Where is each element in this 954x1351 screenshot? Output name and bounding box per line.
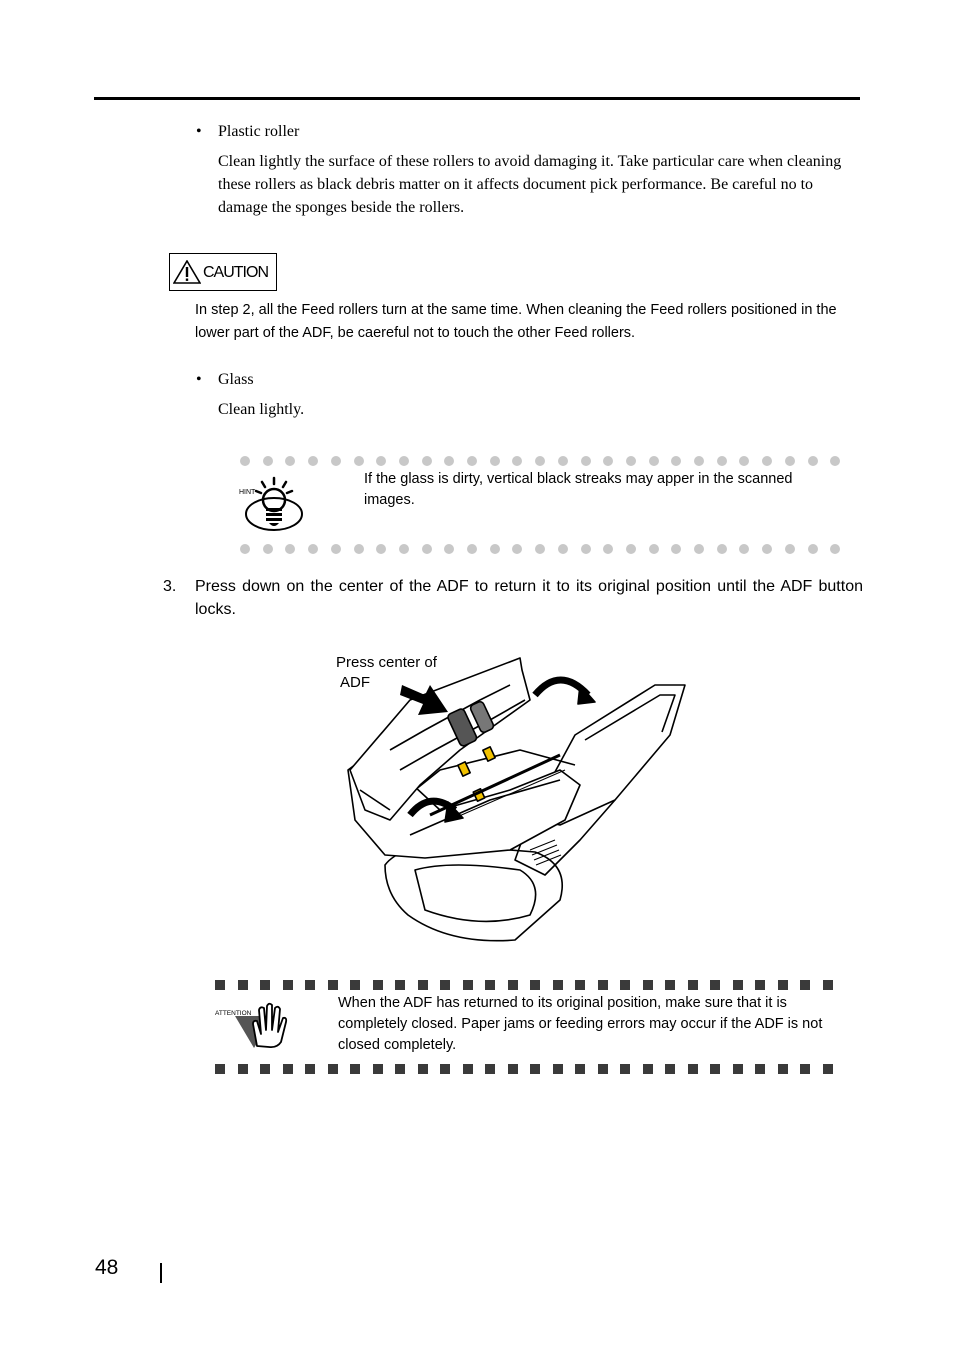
divider-mark	[717, 544, 727, 554]
divider-mark	[399, 544, 409, 554]
divider-mark	[308, 544, 318, 554]
divider-mark	[490, 456, 500, 466]
divider-mark	[508, 1064, 518, 1074]
divider-mark	[238, 1064, 248, 1074]
divider-mark	[603, 456, 613, 466]
divider-mark	[260, 980, 270, 990]
header-rule	[94, 97, 860, 100]
bullet-title: Glass	[218, 371, 254, 388]
divider-mark	[463, 980, 473, 990]
divider-mark	[694, 544, 704, 554]
divider-mark	[350, 980, 360, 990]
caution-label: CAUTION	[203, 264, 268, 281]
divider-mark	[665, 1064, 675, 1074]
divider-mark	[717, 456, 727, 466]
divider-mark	[485, 980, 495, 990]
attention-top-divider	[215, 979, 845, 991]
divider-mark	[354, 544, 364, 554]
divider-mark	[808, 544, 818, 554]
scanner-adf-illustration	[330, 640, 700, 950]
divider-mark	[331, 544, 341, 554]
divider-mark	[755, 1064, 765, 1074]
divider-mark	[283, 980, 293, 990]
divider-mark	[263, 456, 273, 466]
divider-mark	[238, 980, 248, 990]
divider-mark	[305, 1064, 315, 1074]
divider-mark	[263, 544, 273, 554]
divider-mark	[418, 980, 428, 990]
divider-mark	[733, 1064, 743, 1074]
step-number: 3.	[163, 578, 177, 595]
bullet-dot: •	[196, 123, 202, 140]
figure-callout-line2: ADF	[340, 674, 370, 691]
divider-mark	[671, 544, 681, 554]
divider-mark	[485, 1064, 495, 1074]
divider-mark	[688, 1064, 698, 1074]
divider-mark	[399, 456, 409, 466]
divider-mark	[575, 1064, 585, 1074]
divider-mark	[285, 544, 295, 554]
divider-mark	[575, 980, 585, 990]
divider-mark	[830, 456, 840, 466]
divider-mark	[598, 980, 608, 990]
glass-description: Clean lightly.	[218, 401, 305, 418]
divider-mark	[440, 980, 450, 990]
divider-mark	[512, 456, 522, 466]
figure-callout-line1: Press center of	[336, 654, 437, 671]
divider-mark	[558, 456, 568, 466]
divider-mark	[733, 980, 743, 990]
bullet-dot: •	[196, 371, 202, 388]
divider-mark	[778, 1064, 788, 1074]
divider-mark	[808, 456, 818, 466]
divider-mark	[215, 980, 225, 990]
divider-mark	[649, 456, 659, 466]
caution-text: In step 2, all the Feed rollers turn at the same time. When cleaning the Feed rollers positioned in the lower part of the ADF, be caereful not to touch the other Feed rollers.	[195, 302, 837, 341]
attention-bottom-divider	[215, 1063, 845, 1075]
divider-mark	[830, 544, 840, 554]
divider-mark	[800, 980, 810, 990]
divider-mark	[308, 456, 318, 466]
divider-mark	[422, 456, 432, 466]
divider-mark	[444, 456, 454, 466]
divider-mark	[260, 1064, 270, 1074]
divider-mark	[512, 544, 522, 554]
divider-mark	[823, 980, 833, 990]
divider-mark	[785, 456, 795, 466]
divider-mark	[422, 544, 432, 554]
divider-mark	[643, 1064, 653, 1074]
hint-top-divider	[240, 454, 850, 468]
divider-mark	[535, 544, 545, 554]
divider-mark	[603, 544, 613, 554]
divider-mark	[530, 980, 540, 990]
divider-mark	[444, 544, 454, 554]
divider-mark	[440, 1064, 450, 1074]
page-number-divider	[160, 1263, 162, 1283]
divider-mark	[283, 1064, 293, 1074]
bullet-plastic-roller	[196, 120, 300, 143]
divider-mark	[395, 1064, 405, 1074]
divider-mark	[598, 1064, 608, 1074]
divider-mark	[762, 544, 772, 554]
divider-mark	[328, 1064, 338, 1074]
divider-mark	[688, 980, 698, 990]
divider-mark	[785, 544, 795, 554]
lightbulb-icon	[238, 476, 308, 532]
divider-mark	[649, 544, 659, 554]
divider-mark	[331, 456, 341, 466]
divider-mark	[553, 980, 563, 990]
divider-mark	[530, 1064, 540, 1074]
divider-mark	[373, 1064, 383, 1074]
bullet-glass	[196, 368, 254, 391]
divider-mark	[558, 544, 568, 554]
divider-mark	[373, 980, 383, 990]
attention-icon	[213, 998, 293, 1050]
divider-mark	[395, 980, 405, 990]
divider-mark	[467, 456, 477, 466]
divider-mark	[354, 456, 364, 466]
divider-mark	[553, 1064, 563, 1074]
divider-mark	[328, 980, 338, 990]
divider-mark	[739, 544, 749, 554]
hint-icon-label: HINT	[239, 489, 256, 496]
divider-mark	[823, 1064, 833, 1074]
divider-mark	[215, 1064, 225, 1074]
divider-mark	[739, 456, 749, 466]
divider-mark	[671, 456, 681, 466]
divider-mark	[285, 456, 295, 466]
divider-mark	[620, 980, 630, 990]
divider-mark	[463, 1064, 473, 1074]
divider-mark	[800, 1064, 810, 1074]
caution-badge	[169, 253, 277, 291]
hint-bottom-divider	[240, 542, 850, 556]
divider-mark	[350, 1064, 360, 1074]
plastic-roller-description: Clean lightly the surface of these rollers to avoid damaging it. Take particular care when cleaning these rollers as black debris matter on it affects document pick performance. Be careful no to damage the sponges beside the rollers.	[218, 153, 842, 216]
divider-mark	[581, 456, 591, 466]
attention-icon-label: ATTENTION	[215, 1010, 252, 1017]
step-text: Press down on the center of the ADF to return it to its original position until the ADF button locks.	[195, 578, 863, 618]
divider-mark	[710, 1064, 720, 1074]
warning-triangle-icon	[173, 260, 201, 284]
divider-mark	[240, 544, 250, 554]
divider-mark	[755, 980, 765, 990]
divider-mark	[508, 980, 518, 990]
divider-mark	[535, 456, 545, 466]
divider-mark	[665, 980, 675, 990]
divider-mark	[762, 456, 772, 466]
divider-mark	[240, 456, 250, 466]
divider-mark	[581, 544, 591, 554]
hint-icon	[238, 476, 308, 532]
divider-mark	[490, 544, 500, 554]
divider-mark	[643, 980, 653, 990]
divider-mark	[305, 980, 315, 990]
divider-mark	[620, 1064, 630, 1074]
divider-mark	[376, 456, 386, 466]
bullet-title: Plastic roller	[218, 123, 300, 140]
warning-hand-icon	[213, 998, 293, 1050]
divider-mark	[376, 544, 386, 554]
divider-mark	[626, 456, 636, 466]
divider-mark	[778, 980, 788, 990]
divider-mark	[626, 544, 636, 554]
attention-text: When the ADF has returned to its original position, make sure that it is completely closed. Paper jams or feeding errors may occur if the ADF is not closed completely.	[338, 995, 823, 1053]
divider-mark	[694, 456, 704, 466]
hint-text: If the glass is dirty, vertical black streaks may apper in the scanned images.	[364, 471, 793, 508]
divider-mark	[710, 980, 720, 990]
divider-mark	[418, 1064, 428, 1074]
divider-mark	[467, 544, 477, 554]
page-number: 48	[95, 1256, 119, 1279]
